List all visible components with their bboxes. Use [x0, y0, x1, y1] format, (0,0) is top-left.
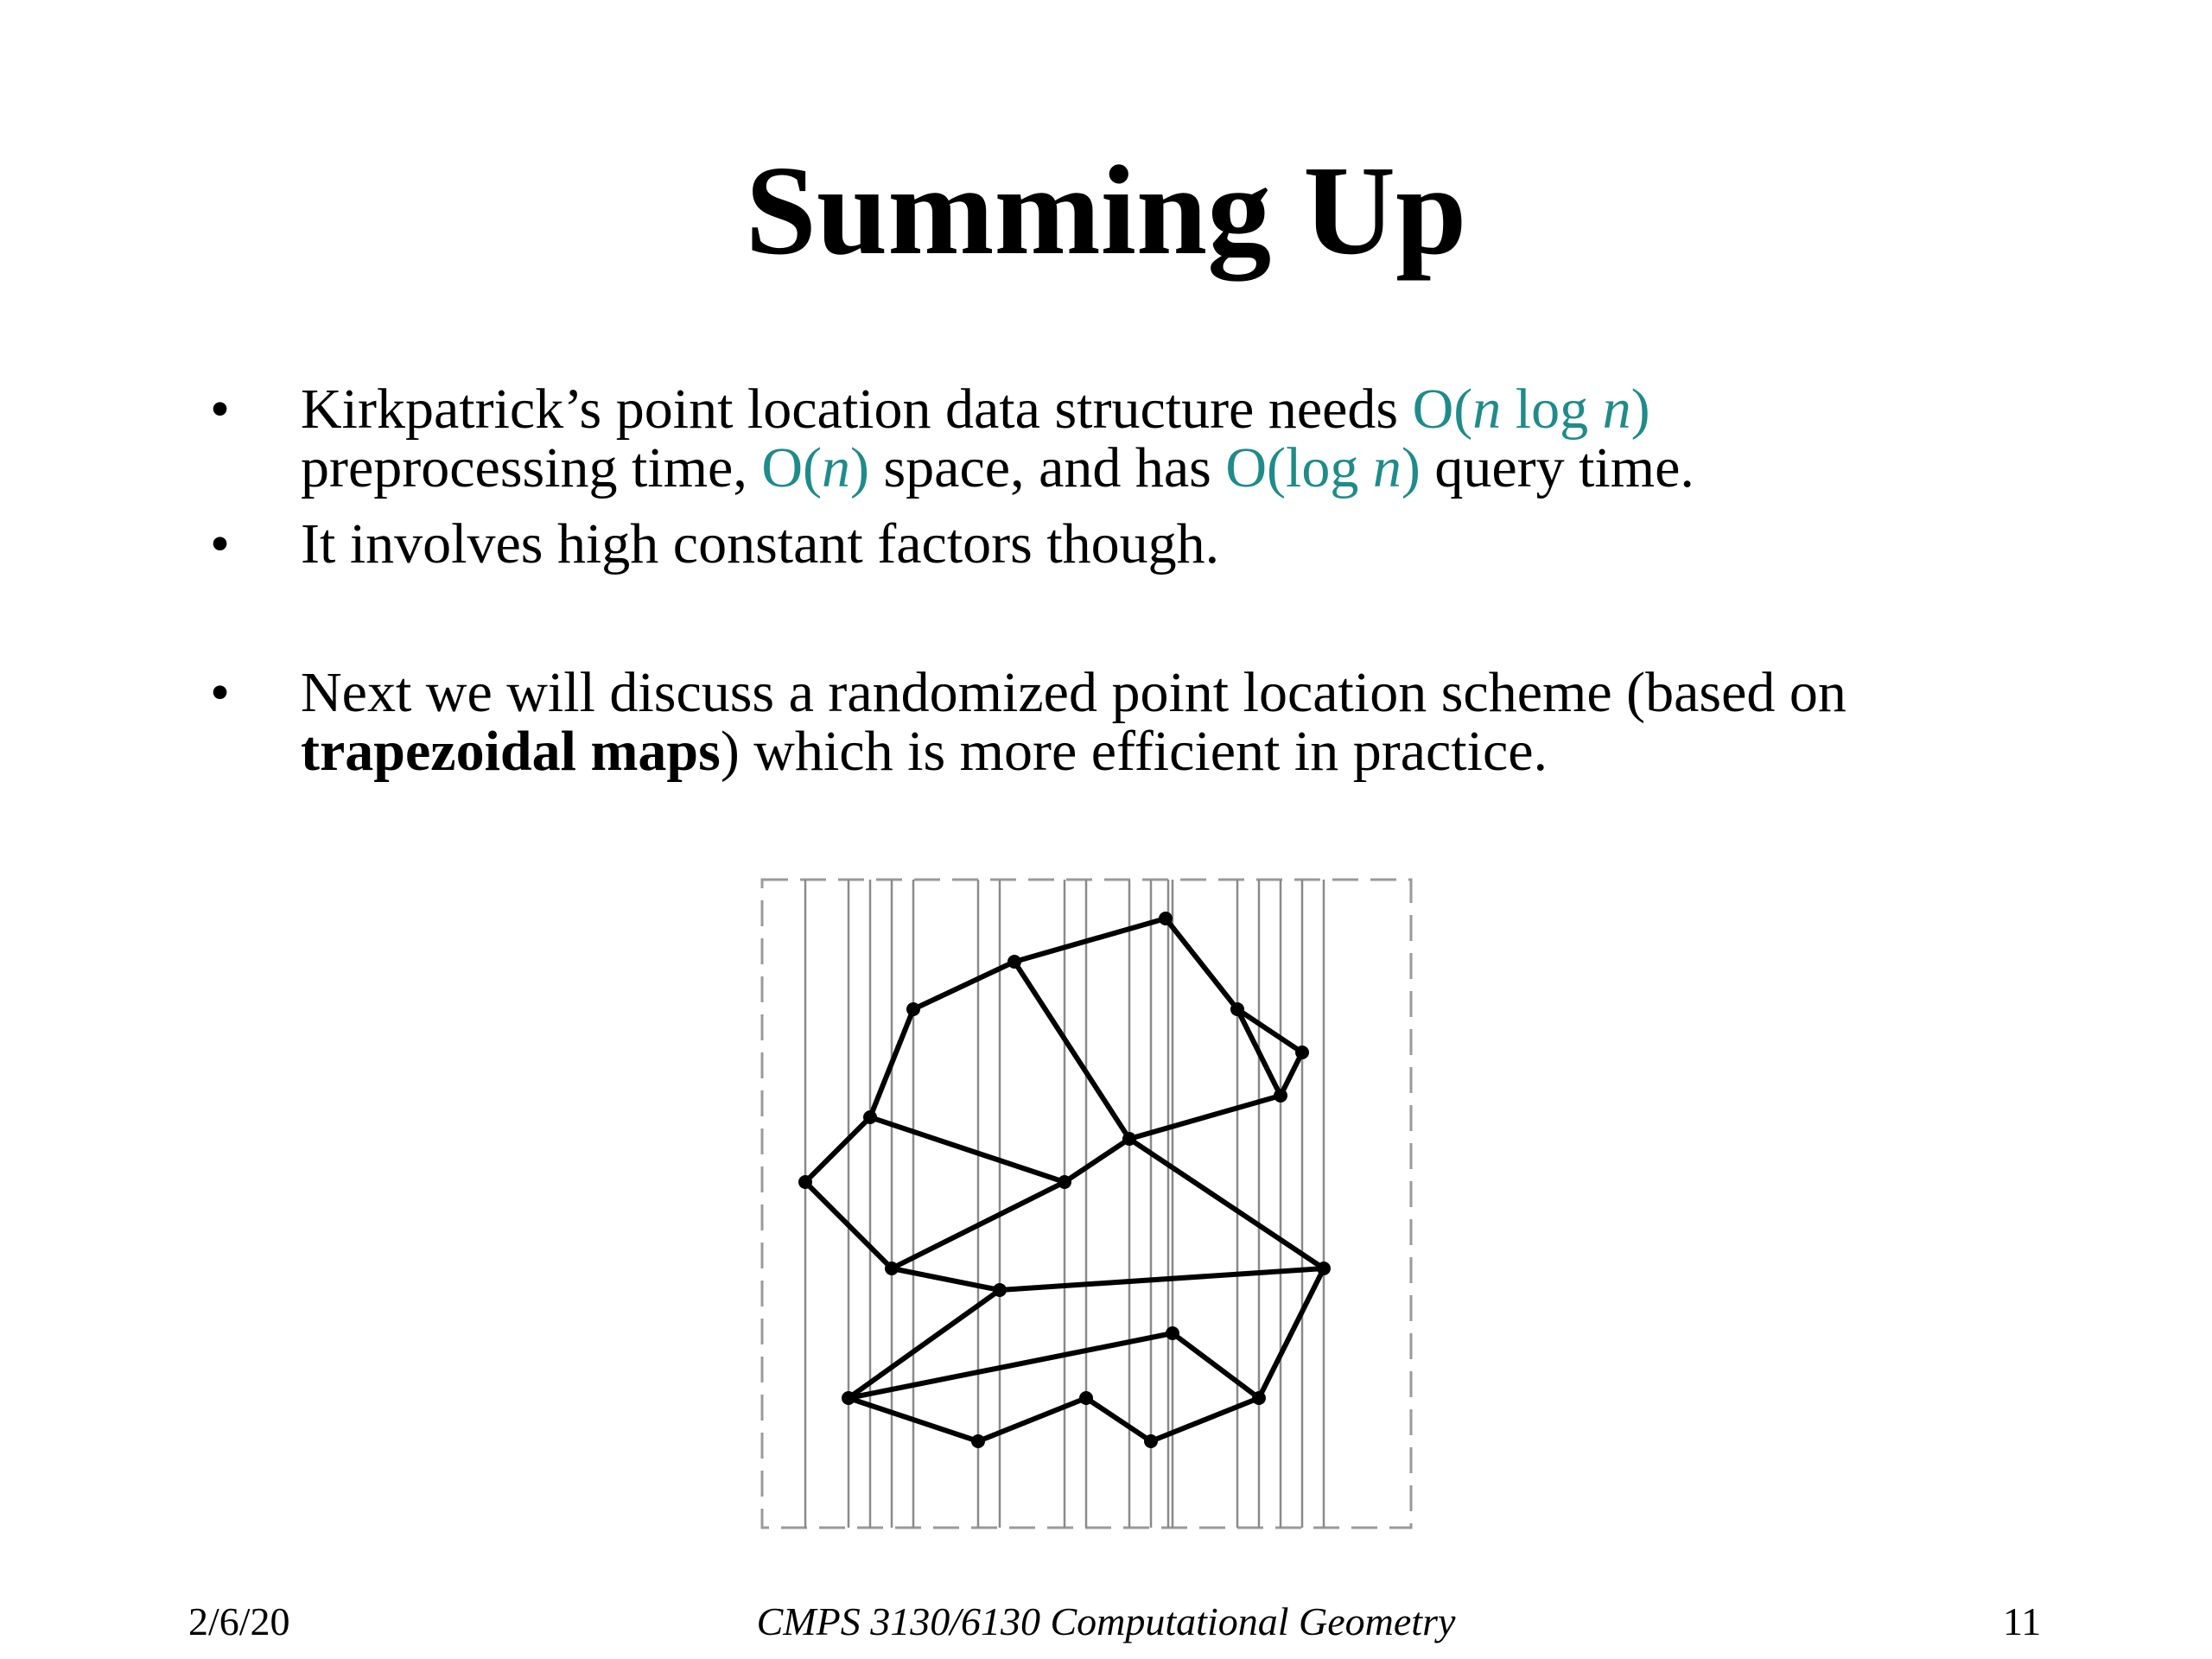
edge [892, 1268, 1000, 1290]
bullet-line: trapezoidal maps) which is more efficient in practice. [301, 720, 1548, 783]
slide-title: Summing Up [745, 140, 1467, 282]
bullet-line: Next we will discuss a randomized point location scheme (based on [301, 661, 1847, 724]
vertex [993, 1283, 1007, 1297]
bullet-marker: • [210, 512, 231, 575]
vertex [1295, 1046, 1309, 1059]
edge [805, 1117, 870, 1182]
edge [1129, 1139, 1324, 1268]
vertex [1230, 1002, 1244, 1016]
vertex [1317, 1262, 1331, 1275]
vertex [1007, 955, 1021, 969]
edge [1259, 1268, 1324, 1398]
vertex [971, 1434, 985, 1448]
bullet-marker: • [210, 378, 231, 441]
bullet-line: It involves high constant factors though. [301, 512, 1220, 575]
vertex [1274, 1089, 1287, 1103]
vertex [1079, 1391, 1093, 1405]
edge [1065, 1139, 1129, 1182]
vertex [1159, 912, 1173, 925]
vertex [842, 1391, 855, 1405]
edge [1014, 962, 1129, 1139]
vertex [906, 1002, 920, 1016]
vertex [1122, 1132, 1136, 1146]
term-trapezoidal-maps: trapezoidal maps [301, 720, 721, 783]
vertex [1252, 1391, 1266, 1405]
vertex [1166, 1326, 1179, 1340]
edge [1281, 1052, 1302, 1096]
bullet-line: preprocessing time, O(n) space, and has O(log n) query time. [301, 436, 1694, 499]
vertex [798, 1175, 812, 1189]
edge [1014, 918, 1166, 962]
complexity-query: O(log n) [1225, 436, 1421, 499]
vertex [1058, 1175, 1071, 1189]
footer-course-title: CMPS 3130/6130 Computational Geometry [756, 1599, 1456, 1643]
bullet-marker: • [210, 661, 231, 724]
vertex [885, 1262, 899, 1275]
vertex [1144, 1434, 1158, 1448]
vertical-extensions [805, 880, 1324, 1528]
edge [1173, 1333, 1259, 1398]
footer-date: 2/6/20 [188, 1599, 290, 1643]
footer-page-number: 11 [2003, 1599, 2042, 1643]
bullet-line: Kirkpatrick’s point location data structure needs O(n log n) [301, 378, 1650, 441]
edge [870, 1117, 1065, 1182]
vertex [863, 1110, 877, 1124]
edge [1086, 1398, 1151, 1441]
edge [978, 1398, 1086, 1441]
complexity-space: O(n) [761, 436, 869, 499]
edge [1166, 918, 1237, 1009]
edge [1000, 1268, 1324, 1290]
complexity-preprocessing: O(n log n) [1412, 378, 1650, 441]
